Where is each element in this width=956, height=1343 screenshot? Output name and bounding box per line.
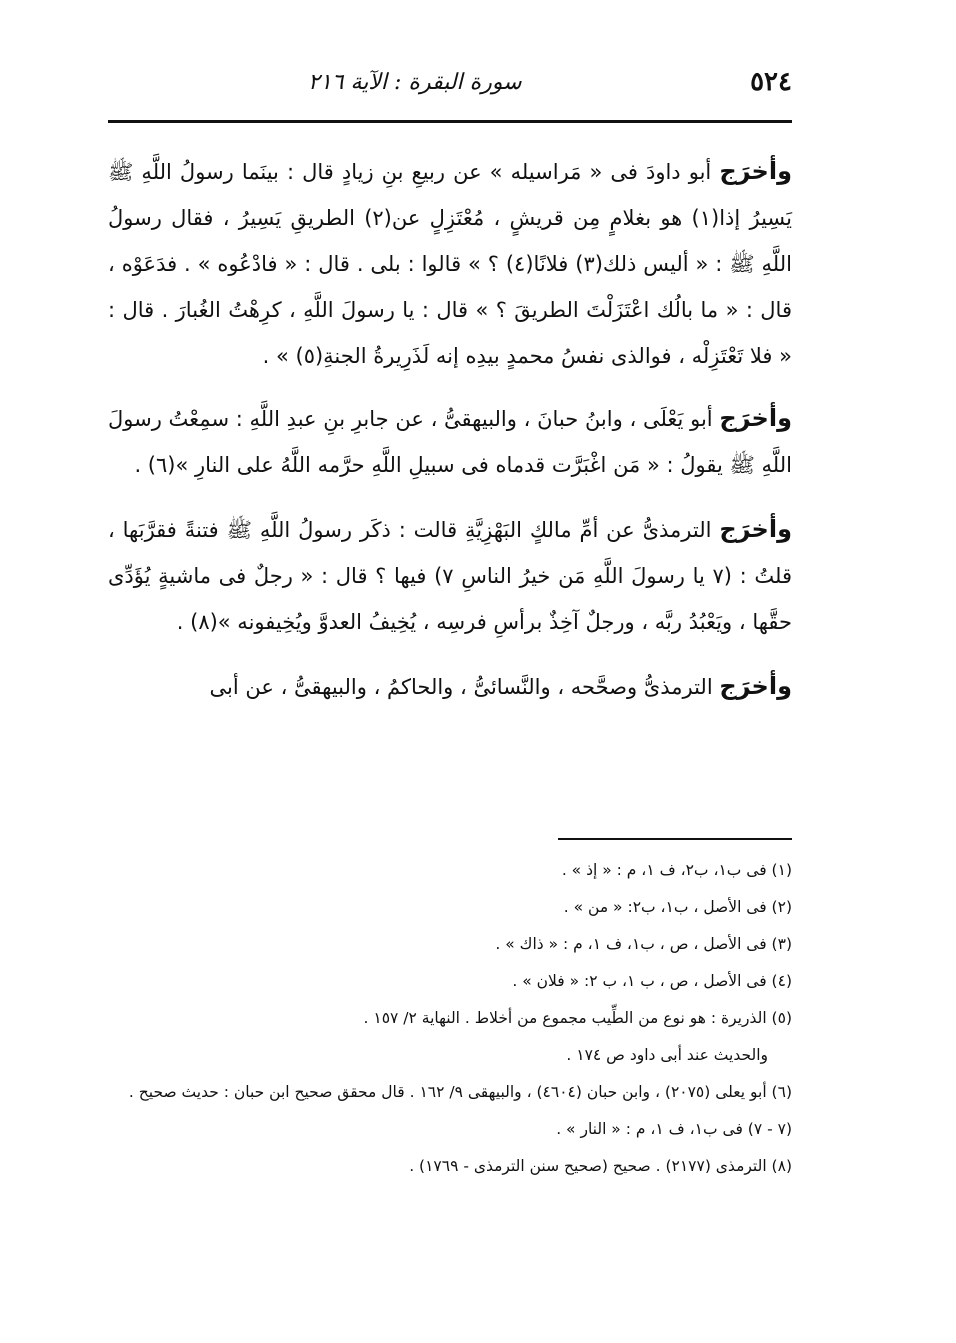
footnote-2: (٢) فى الأصل ، ب١، ب٢: « من » . xyxy=(563,898,792,916)
footnote-5-continuation: والحديث عند أبى داود ص ١٧٤ . xyxy=(566,1046,768,1064)
paragraph-lead: وأخرَج xyxy=(719,515,792,543)
footnote-7: (٧ - ٧) فى ب١، ف ١، م : « النار » . xyxy=(556,1120,792,1138)
paragraph-text: الترمذىُّ وصحَّحه ، والنَّسائىُّ ، والحاكمُ ، والبيهقىُّ ، عن أبى xyxy=(209,675,720,699)
paragraph-lead: وأخرَج xyxy=(719,404,792,432)
paragraph-lead: وأخرَج xyxy=(719,157,792,185)
footnote-3: (٣) فى الأصل ، ص ، ب١، ف ١، م : « ذاك » . xyxy=(495,935,792,953)
paragraph-text: أبو يَعْلَى ، وابنُ حبانَ ، والبيهقىُّ ، عن جابرِ بنِ عبدِ اللَّهِ : سمِعْتُ رسولَ اللَّهِ ﷺ يقولُ : « مَن اغْبَرَّت قدماه فى سبيلِ اللَّهِ حرَّمه اللَّهُ على النارِ »(٦) . xyxy=(108,407,792,477)
paragraph xyxy=(108,395,792,488)
paragraph-lead: وأخرَج xyxy=(719,672,792,700)
footnotes xyxy=(108,852,792,1185)
footnote-1: (١) فى ب١، ب٢، ف ١، م : « إذ » . xyxy=(561,861,792,879)
footnote-separator xyxy=(558,838,792,840)
footnote-5: (٥) الذريرة : هو نوع من الطِّيب مجموع من أخلاط . النهاية ٢/ ١٥٧ . xyxy=(363,1009,792,1027)
paragraph xyxy=(108,506,792,645)
header-rule xyxy=(108,120,792,123)
paragraph-text: الترمذىُّ عن أمِّ مالكٍ البَهْزِيَّةِ قالت : ذكَر رسولُ اللَّهِ ﷺ فتنةً فقرَّبَها ، قلتُ : (٧ يا رسولَ اللَّهِ مَن خيرُ الناسِ ٧) فيها ؟ قال : « رجلٌ فى ماشيةٍ يُؤَدِّى حقَّها ، ويَعْبُدُ ربَّه ، ورجلٌ آخِذٌ برأسِ فرسِه ، يُخِيفُ العدوَّ ويُخِيفونه »(٨) . xyxy=(108,518,793,634)
footnote-8: (٨) الترمذى (٢١٧٧) . صحيح (صحيح سنن الترمذى - ١٧٦٩) . xyxy=(409,1157,792,1175)
paragraph-text: أبو داودَ فى « مَراسيله » عن ربيعِ بنِ زيادٍ قال : بينَما رسولُ اللَّهِ ﷺ يَسِيرُ إذا(١) هو بغلامٍ مِن قريشٍ ، مُعْتَزِلٍ عن(٢) الطريقِ يَسِيرُ ، فقال رسولُ اللَّهِ ﷺ : « أليس ذلك(٣) فلانًا(٤) ؟ » قالوا : بلى . قال : « فادْعُوه » . فدَعَوْه ، قال : « ما بالُك اعْتَزَلْتَ الطريقَ ؟ » قال : يا رسولَ اللَّهِ ، كرِهْتُ الغُبارَ . قال : « فلا تَعْتَزِلْه ، فوالذى نفسُ محمدٍ بيدِه إنه لَذَرِيرةُ الجنةِ(٥) » . xyxy=(108,160,792,368)
paragraph xyxy=(108,663,792,710)
page-number: ٥٢٤ xyxy=(750,67,792,97)
footnote-6: (٦) أبو يعلى (٢٠٧٥) ، وابن حبان (٤٦٠٤) ، والبيهقى ٩/ ١٦٢ . قال محقق صحيح ابن حبان : حديث صحيح . xyxy=(128,1083,792,1101)
paragraph xyxy=(108,148,792,379)
running-title: سورة البقرة : الآية ٢١٦ xyxy=(308,69,522,95)
page-header xyxy=(108,62,792,102)
footnote-4: (٤) فى الأصل ، ص ، ب ١، ب ٢: « فلان » . xyxy=(512,972,792,990)
main-text xyxy=(108,148,792,728)
